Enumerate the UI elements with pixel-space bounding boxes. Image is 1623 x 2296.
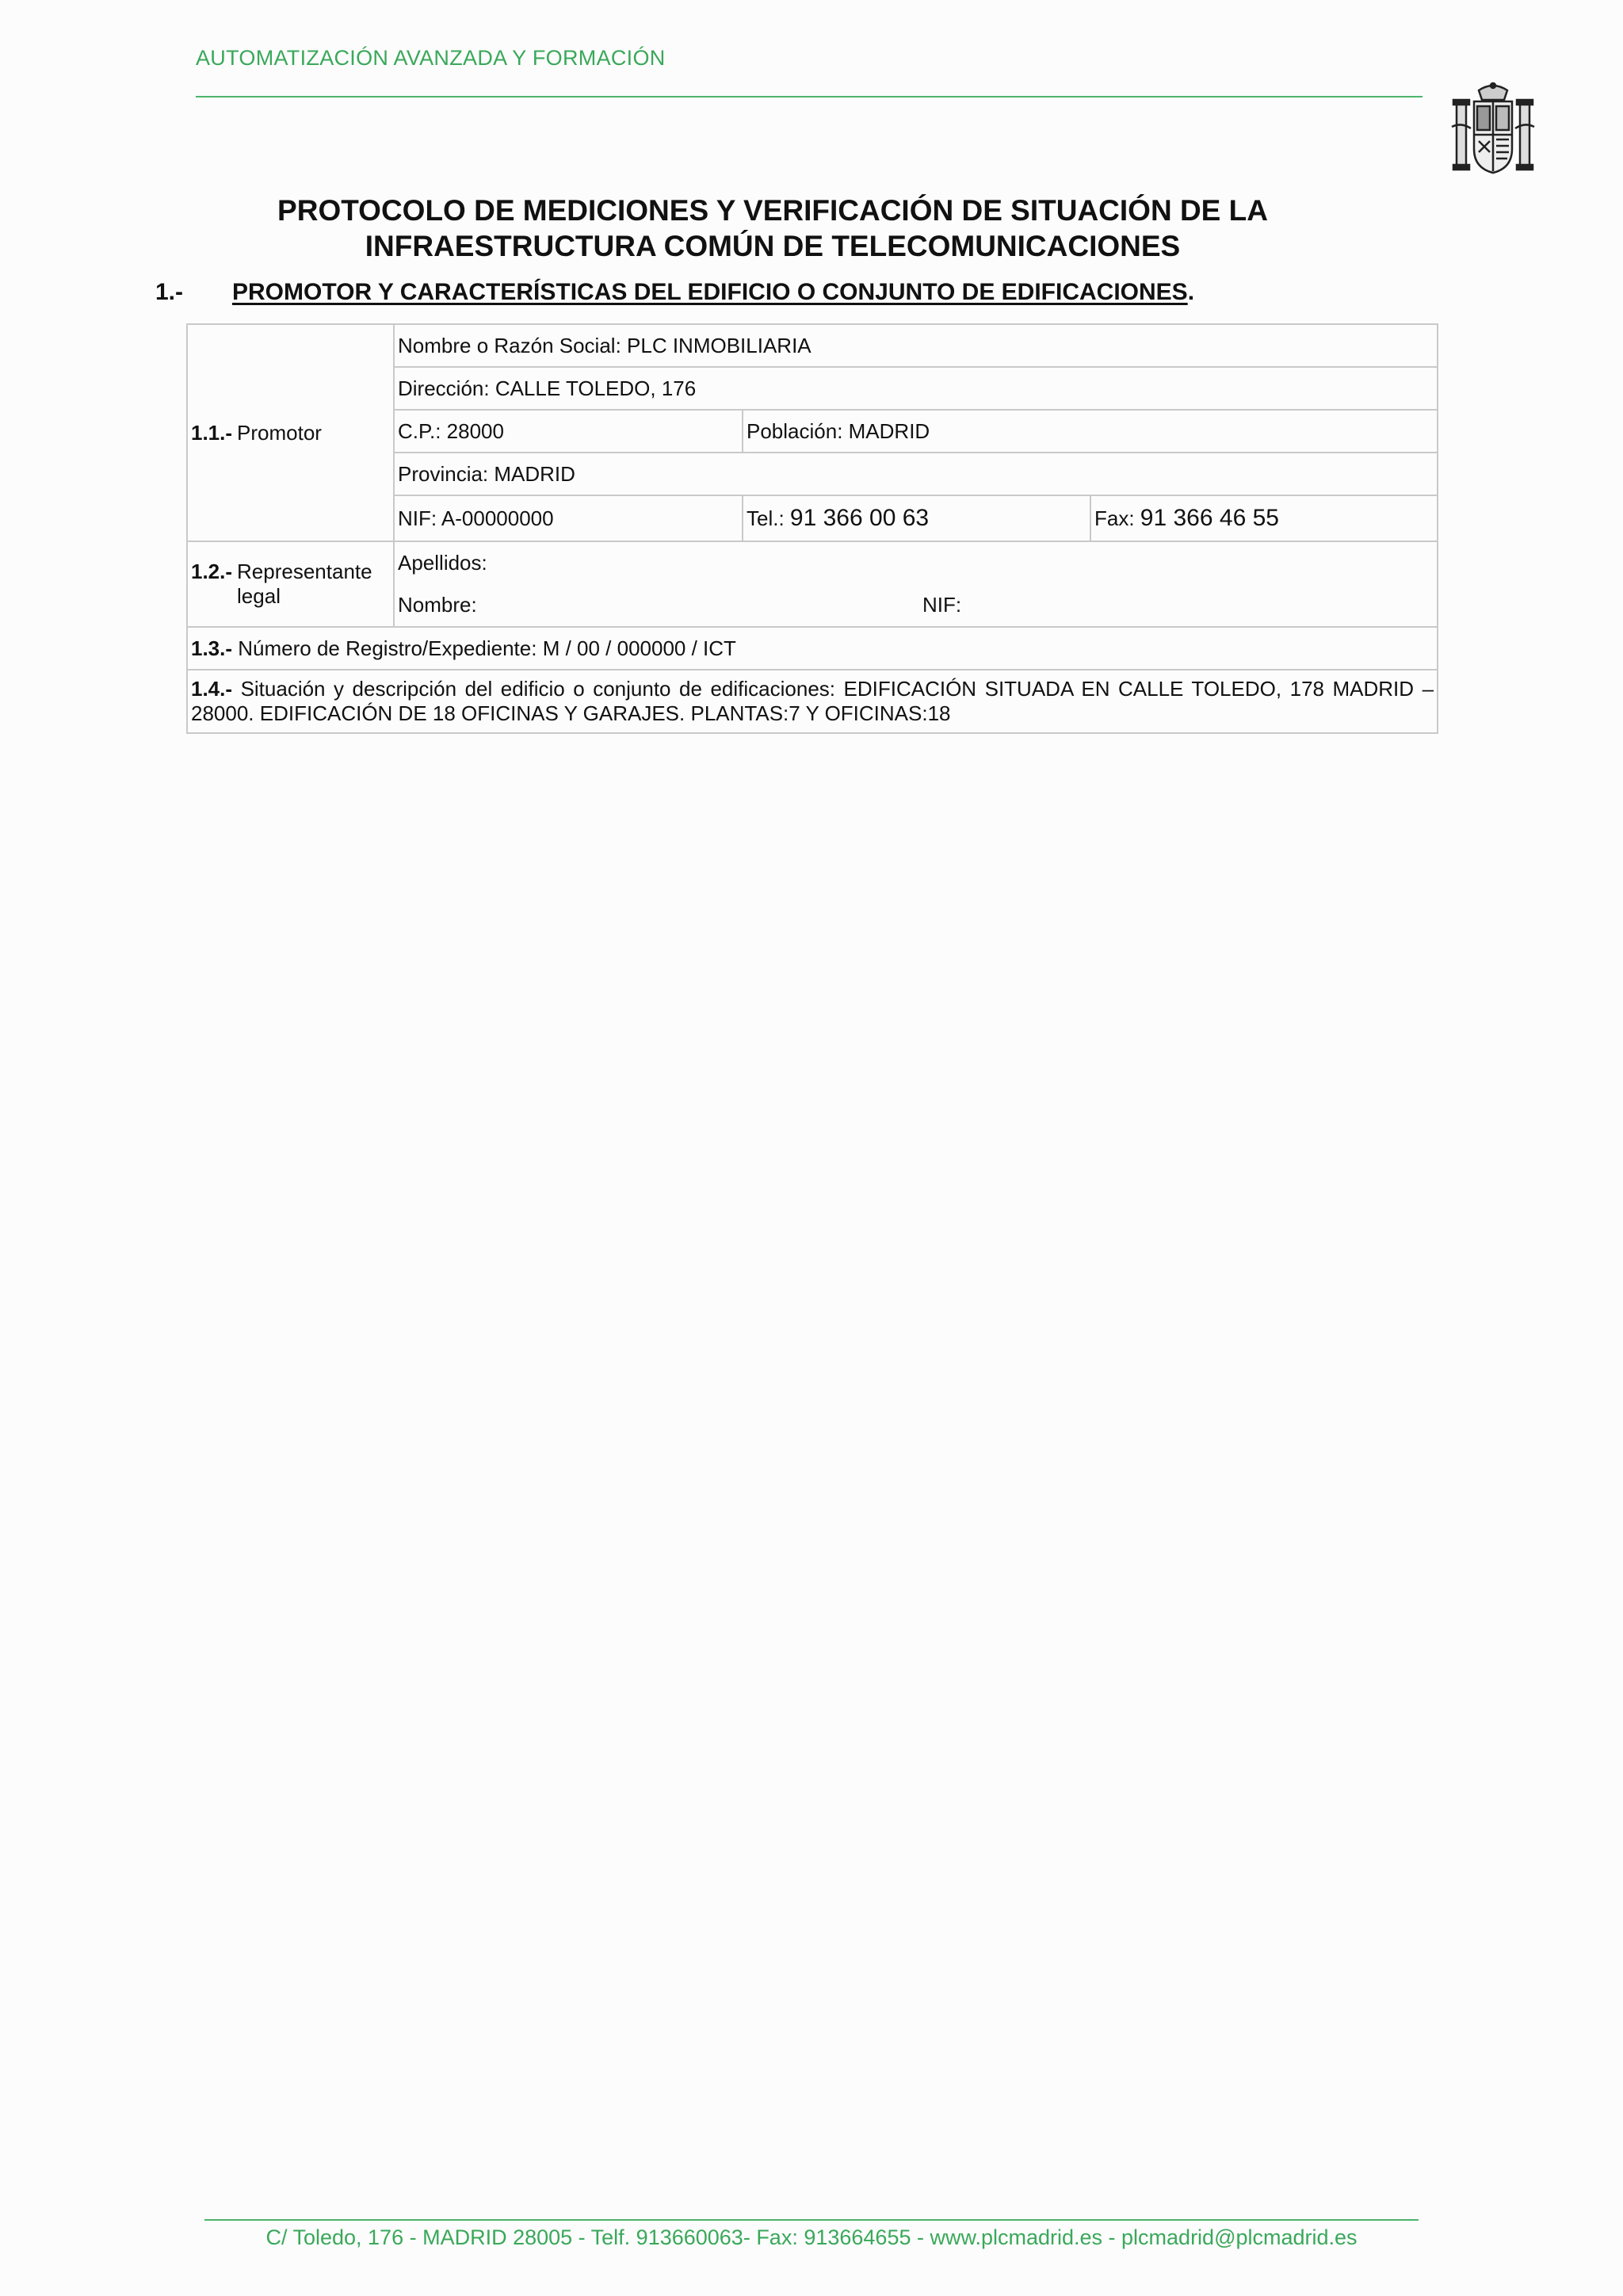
promotor-province-field: Provincia: MADRID (394, 453, 1438, 495)
representante-label-cell (187, 541, 394, 627)
representante-name-row (394, 584, 1438, 627)
registro-row (187, 627, 1438, 670)
promotor-label-cell (187, 324, 394, 541)
situacion-number: 1.4.- (191, 677, 233, 701)
promotor-name-field: Nombre o Razón Social: PLC INMOBILIARIA (394, 324, 1438, 367)
header-divider (196, 96, 1423, 97)
situacion-row (187, 670, 1438, 733)
fax-label: Fax: (1094, 506, 1140, 530)
fax-value: 91 366 46 55 (1140, 505, 1279, 531)
section-title-underlined: PROMOTOR Y CARACTERÍSTICAS DEL EDIFICIO O CONJUNTO DE EDIFICACIONES (232, 279, 1188, 305)
document-title (238, 193, 1308, 264)
promotor-number: 1.1.- (191, 420, 233, 445)
representante-surname-field: Apellidos: (394, 541, 1438, 584)
representante-nif-field: NIF: (922, 593, 962, 617)
section-number: 1.- (155, 279, 184, 305)
promotor-address-field: Dirección: CALLE TOLEDO, 176 (394, 367, 1438, 410)
phone-label: Tel.: (747, 506, 790, 530)
title-line-2: INFRAESTRUCTURA COMÚN DE TELECOMUNICACIONES (365, 230, 1181, 262)
header-company-name: AUTOMATIZACIÓN AVANZADA Y FORMACIÓN (196, 46, 666, 70)
promotor-postcode-field: C.P.: 28000 (394, 410, 743, 453)
promotor-label: Promotor (237, 420, 322, 445)
registro-number: 1.3.- (191, 636, 233, 660)
registro-text: Número de Registro/Expediente: M / 00 / 000000 / ICT (238, 636, 736, 660)
representante-name-field: Nombre: (398, 593, 477, 617)
footer-divider (204, 2219, 1419, 2221)
promotor-fax-field (1090, 495, 1438, 541)
promotor-nif-field: NIF: A-00000000 (394, 495, 743, 541)
representante-number: 1.2.- (191, 560, 233, 583)
footer-contact: C/ Toledo, 176 - MADRID 28005 - Telf. 913660063- Fax: 913664655 - www.plcmadrid.es - plcmadrid@plcmadrid.es (265, 2225, 1358, 2249)
representante-label: Representante legal (237, 560, 372, 608)
promotor-phone-field (743, 495, 1090, 541)
promotor-table (186, 323, 1438, 734)
phone-value: 91 366 00 63 (789, 505, 930, 531)
promotor-form (186, 323, 1437, 734)
section-title (232, 279, 1194, 306)
section-title-suffix: . (1187, 279, 1195, 305)
title-line-1: PROTOCOLO DE MEDICIONES Y VERIFICACIÓN DE SITUACIÓN DE LA (277, 194, 1268, 227)
situacion-text: Situación y descripción del edificio o conjunto de edificaciones: EDIFICACIÓN SITUADA EN CALLE TOLEDO, 178 MADRID – 28000. EDIFICACIÓN DE 18 OFICINAS Y GARAJES. PLANTAS:7 Y OFICINAS:18 (191, 677, 1434, 725)
promotor-city-field: Población: MADRID (743, 410, 1438, 453)
coat-of-arms-icon (1449, 79, 1537, 179)
